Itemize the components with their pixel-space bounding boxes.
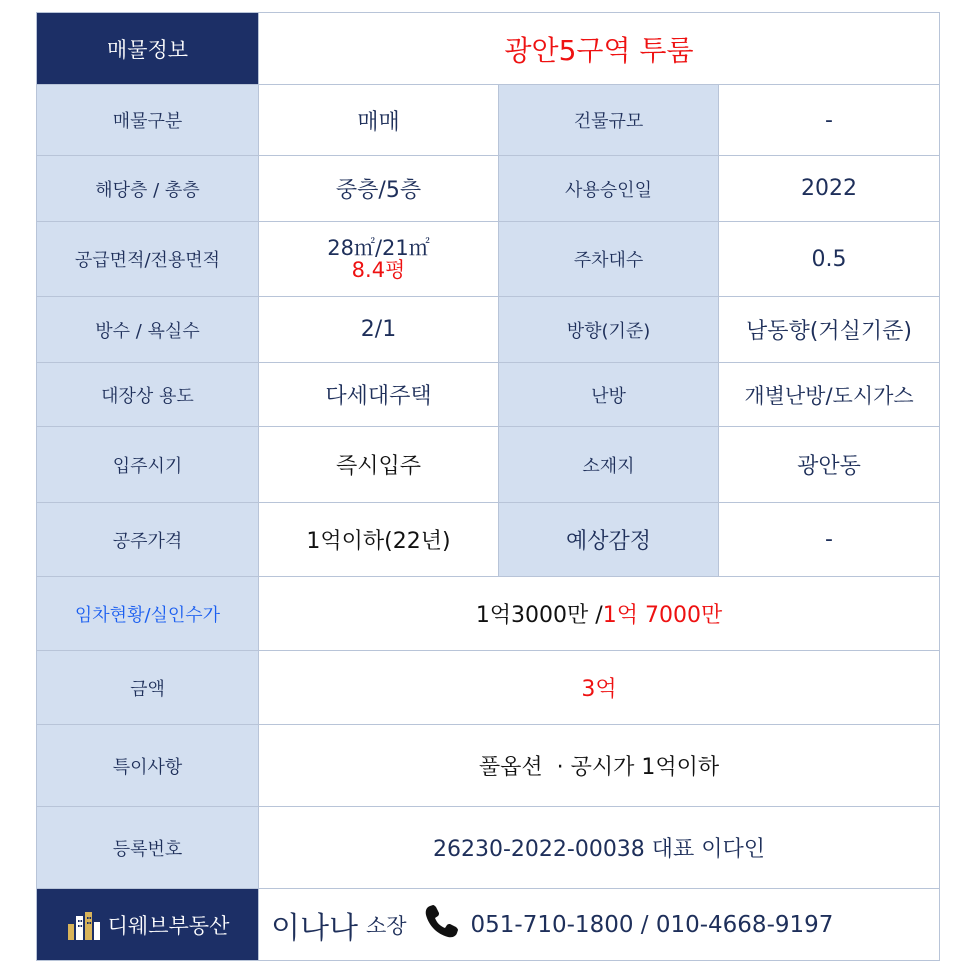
table-row xyxy=(37,85,940,156)
brand-logo xyxy=(37,910,258,940)
rent-row xyxy=(37,577,940,651)
value-rent xyxy=(259,577,940,651)
table-row xyxy=(37,503,940,577)
label-direction: 방향(기준) xyxy=(499,297,719,363)
value-rooms: 2/1 xyxy=(259,297,499,363)
value-notes: 풀옵션 · 공시가 1억이하 xyxy=(259,725,940,807)
label-location: 소재지 xyxy=(499,427,719,503)
label-building-size: 건물규모 xyxy=(499,85,719,156)
value-usage: 다세대주택 xyxy=(259,363,499,427)
value-area xyxy=(259,222,499,297)
area-pyeong: 8.4평 xyxy=(351,258,406,282)
label-public-price: 공주가격 xyxy=(37,503,259,577)
value-parking: 0.5 xyxy=(719,222,940,297)
label-notes: 특이사항 xyxy=(37,725,259,807)
agent-title: 소장 xyxy=(365,913,407,938)
label-usage: 대장상 용도 xyxy=(37,363,259,427)
value-price: 3억 xyxy=(259,651,940,725)
label-price: 금액 xyxy=(37,651,259,725)
table-row xyxy=(37,222,940,297)
price-row xyxy=(37,651,940,725)
label-move-in: 입주시기 xyxy=(37,427,259,503)
value-direction: 남동향(거실기준) xyxy=(719,297,940,363)
value-move-in: 즉시입주 xyxy=(259,427,499,503)
rent-actual: 1억 7000만 xyxy=(602,603,723,628)
table-row xyxy=(37,363,940,427)
property-info-sheet xyxy=(36,12,939,959)
label-floor: 해당층 / 총층 xyxy=(37,156,259,222)
label-rent: 임차현황/실인수가 xyxy=(37,577,259,651)
footer-row xyxy=(37,889,940,961)
label-parking: 주차대수 xyxy=(499,222,719,297)
value-location: 광안동 xyxy=(719,427,940,503)
value-approval-date: 2022 xyxy=(719,156,940,222)
table-row xyxy=(37,427,940,503)
label-registration: 등록번호 xyxy=(37,807,259,889)
header-row xyxy=(37,13,940,85)
label-heating: 난방 xyxy=(499,363,719,427)
label-appraisal: 예상감정 xyxy=(499,503,719,577)
rent-deposit: 1억3000만 / xyxy=(475,603,603,628)
phone-icon xyxy=(421,902,461,948)
brand-cell xyxy=(37,889,259,961)
notes-row xyxy=(37,725,940,807)
building-icon xyxy=(66,910,102,940)
value-floor: 중층/5층 xyxy=(259,156,499,222)
table-row xyxy=(37,156,940,222)
label-area: 공급면적/전용면적 xyxy=(37,222,259,297)
value-registration: 26230-2022-00038 대표 이다인 xyxy=(259,807,940,889)
table-row xyxy=(37,297,940,363)
registration-row xyxy=(37,807,940,889)
agent-name: 이나나 xyxy=(271,910,358,946)
value-deal-type: 매매 xyxy=(259,85,499,156)
header-label: 매물정보 xyxy=(37,13,259,85)
label-approval-date: 사용승인일 xyxy=(499,156,719,222)
phone-numbers[interactable]: 051-710-1800 / 010-4668-9197 xyxy=(470,911,834,938)
area-sqm: 28㎡/21㎡ xyxy=(327,236,430,260)
label-rooms: 방수 / 욕실수 xyxy=(37,297,259,363)
contact-cell xyxy=(259,889,940,961)
brand-name: 디웨브부동산 xyxy=(107,913,230,938)
value-heating: 개별난방/도시가스 xyxy=(719,363,940,427)
value-public-price: 1억이하(22년) xyxy=(259,503,499,577)
property-table xyxy=(36,12,940,961)
value-appraisal: - xyxy=(719,503,940,577)
value-building-size: - xyxy=(719,85,940,156)
listing-title: 광안5구역 투룸 xyxy=(259,13,940,85)
label-deal-type: 매물구분 xyxy=(37,85,259,156)
